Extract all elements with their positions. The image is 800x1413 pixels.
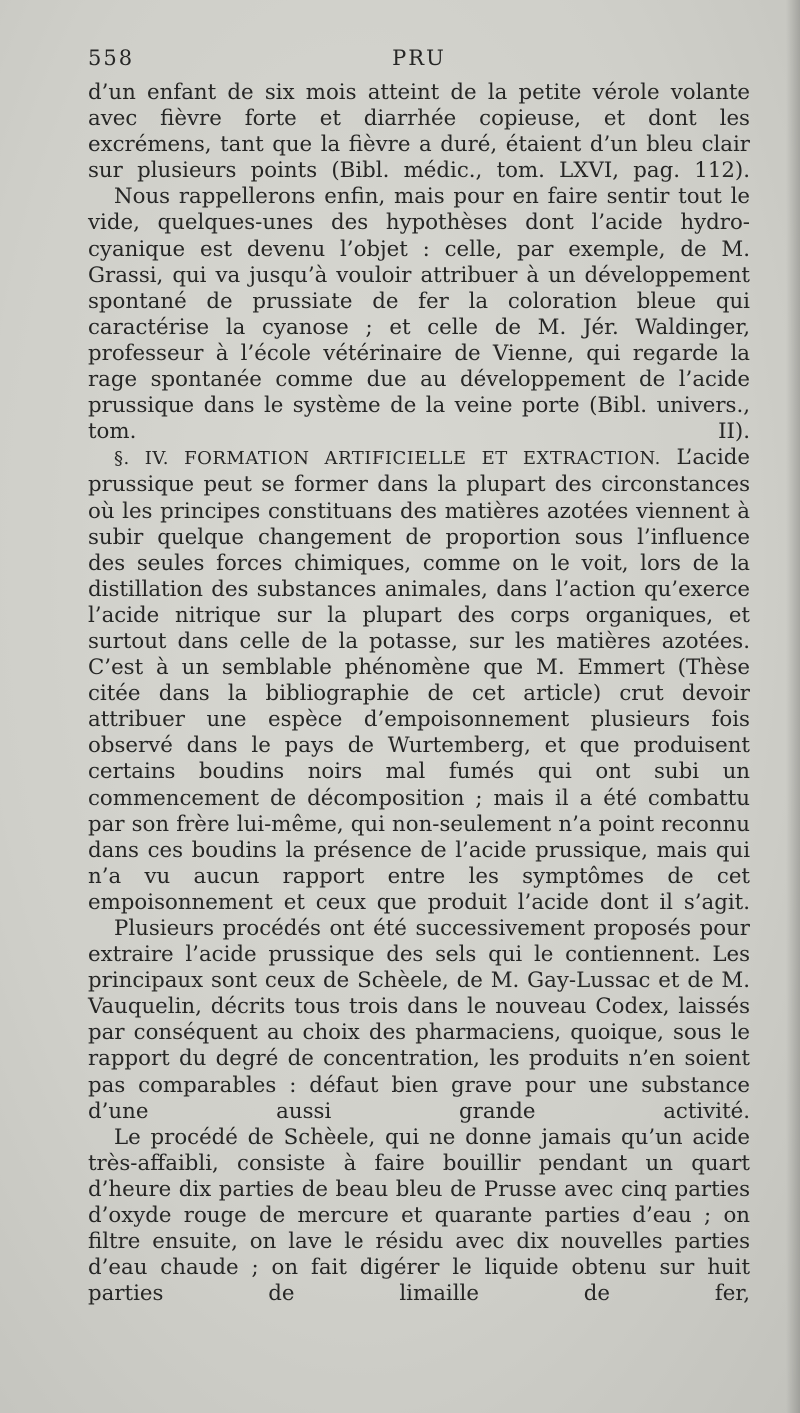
paragraph: Plusieurs procédés ont été successivement proposés pour extraire l’acide prussique des sels qui le contiennent. Les principaux sont ceux de Schèele, de M. Gay-Lussac et de M. Vauquelin, décrits tous trois dans le nouveau Codex, laissés par conséquent au choix des pharmaciens, quoique, sous le rapport du degré de concentration, les produits n’en soient pas comparables : défaut bien grave pour une substance d’une aussi grande activité. (88, 916, 750, 1124)
section-paragraph (88, 445, 750, 916)
section-heading: §. IV. FORMATION ARTIFICIELLE ET EXTRACTION. (114, 448, 661, 470)
paragraph: Nous rappellerons enfin, mais pour en faire sentir tout le vide, quelques-unes des hypothèses dont l’acide hydro-cyanique est devenu l’objet : celle, par exemple, de M. Grassi, qui va jusqu’à vouloir attribuer à un développement spontané de prussiate de fer la coloration bleue qui caractérise la cyanose ; et celle de M. Jér. Waldinger, professeur à l’école vétérinaire de Vienne, qui regarde la rage spontanée comme due au développement de l’acide prussique dans le système de la veine porte (Bibl. univers., tom. II). (88, 184, 750, 445)
body-text (88, 80, 750, 1307)
page-number: 558 (88, 46, 135, 70)
page-edge-shadow (786, 0, 800, 1413)
running-header (88, 46, 750, 76)
paragraph: d’un enfant de six mois atteint de la petite vérole volante avec fièvre forte et diarrhée copieuse, et dont les excrémens, tant que la fièvre a duré, étaient d’un bleu clair sur plusieurs points (Bibl. médic., tom. LXVI, pag. 112). (88, 80, 750, 184)
running-title: PRU (392, 46, 446, 70)
paragraph: Le procédé de Schèele, qui ne donne jamais qu’un acide très-affaibli, consiste à faire bouillir pendant un quart d’heure dix parties de beau bleu de Prusse avec cinq parties d’oxyde rouge de mercure et quarante parties d’eau ; on filtre ensuite, on lave le résidu avec dix nouvelles parties d’eau chaude ; on fait digérer le liquide obtenu sur huit parties de limaille de fer, (88, 1124, 750, 1307)
paragraph-text: L’acide prussique peut se former dans la plupart des circonstances où les principes constituans des matières azotées viennent à subir quelque changement de proportion sous l’influence des seules forces chimiques, comme on le voit, lors de la distillation des substances animales, dans l’action qu’exerce l’acide nitrique sur la plupart des corps organiques, et surtout dans celle de la potasse, sur les matières azotées. C’est à un semblable phénomène que M. Emmert (Thèse citée dans la bibliographie de cet article) crut devoir attribuer une espèce d’empoisonnement plusieurs fois observé dans le pays de Wurtemberg, et que produisent certains boudins noirs mal fumés qui ont subi un commencement de décomposition ; mais il a été combattu par son frère lui-même, qui non-seulement n’a point reconnu dans ces boudins la présence de l’acide prussique, mais qui n’a vu aucun rapport entre les symptômes de cet empoisonnement et ceux que produit l’acide dont il s’agit. (88, 445, 750, 915)
